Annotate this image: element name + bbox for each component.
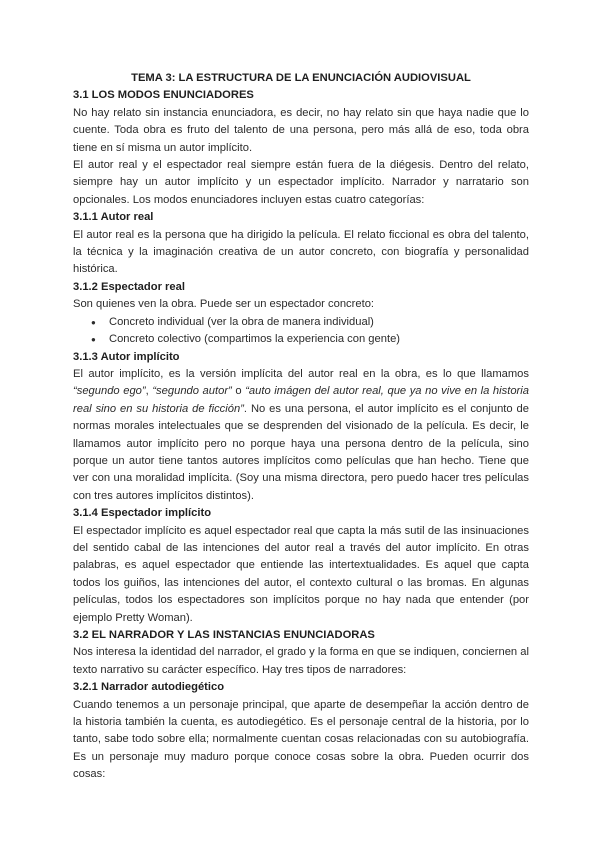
quote-italic: “segundo ego” [73,385,146,398]
section-heading-3-1: 3.1 LOS MODOS ENUNCIADORES [73,89,254,102]
section-heading-3-2: 3.2 EL NARRADOR Y LAS INSTANCIAS ENUNCIADORAS [73,629,375,641]
paragraph: No hay relato sin instancia enunciadora, es decir, no hay relato sin que haya nadie que lo cuente. Toda obra es fruto del talento de una persona, pero más allá de eso, toda obra tiene en sí misma un autor implícito. [73,106,529,154]
text-run: El autor implícito, es la versión implícita del autor real en la obra, es lo que llamamos [73,367,529,380]
text-run: . No es una persona, el autor implícito es el conjunto de normas morales intelectuales que se desprenden del visionado de la película. Es decir, le llamamos autor implícito pero no porque haya una persona dentro de la película, sino porque un autor tiene tantos autores implícitos como películas que han hecho. Tiene que ver con una moralidad implícita. (Soy una misma directora, pero puedo hacer tres películas con tres autores implícitos distintos). [73,402,529,502]
text-run: , [145,385,153,398]
text-run: o [231,385,246,398]
paragraph: Nos interesa la identidad del narrador, el grado y la forma en que se indiquen, conciernen al texto narrativo su carácter específico. Hay tres tipos de narradores: [73,646,529,676]
quote-italic: “segundo autor” [152,385,232,398]
bullet-list [73,314,529,349]
paragraph: El espectador implícito es aquel espectador real que capta la más sutil de las insinuaciones del sentido cabal de las intenciones del autor real a través del autor implícito. En otras palabras, es aquel espectador que entiende las intertextualidades. Es aquel que capta todos los guiños, las intenciones del autor, el contexto cultural o las bromas. En algunas películas, todos los espectadores son implícitos porque no hay nada que entender (por ejemplo Pretty Woman). [73,524,529,624]
paragraph: El autor real y el espectador real siempre están fuera de la diégesis. Dentro del relato, siempre hay un autor implícito y un espectador implícito. Narrador y narratario son opcionales. Los modos enunciadores incluyen estas cuatro categorías: [73,159,529,206]
section-heading-3-2-1: 3.2.1 Narrador autodiegético [73,681,225,694]
section-heading-3-1-2: 3.1.2 Espectador real [73,280,185,293]
section-heading-3-1-1: 3.1.1 Autor real [73,211,154,224]
list-item: ● Concreto colectivo (compartimos la experiencia con gente) [109,331,529,348]
section-heading-3-1-3: 3.1.3 Autor implícito [73,350,180,363]
quote-italic: “auto imágen del autor real, que ya no vive en la historia real sino en su historia de ficción” [73,385,529,415]
document-page [73,70,529,784]
paragraph [73,366,529,505]
list-item: ● Concreto individual (ver la obra de manera individual) [109,314,529,331]
paragraph: Cuando tenemos a un personaje principal, que aparte de desempeñar la acción dentro de la historia también la cuenta, es autodiegético. Es el personaje central de la historia, por lo tanto, sabe todo sobre ella; normalmente cuentan cosas relacionadas con su autobiografía. Es un personaje muy maduro porque conoce cosas sobre la obra. Pueden ocurrir dos cosas: [73,698,529,781]
document-title: TEMA 3: LA ESTRUCTURA DE LA ENUNCIACIÓN AUDIOVISUAL [131,72,471,84]
section-heading-3-1-4: 3.1.4 Espectador implícito [73,507,212,520]
paragraph: El autor real es la persona que ha dirigido la película. El relato ficcional es obra del talento, la técnica y la imaginación creativa de un autor concreto, con biografía y personalidad histórica. [73,228,529,276]
paragraph: Son quienes ven la obra. Puede ser un espectador concreto: [73,298,375,311]
